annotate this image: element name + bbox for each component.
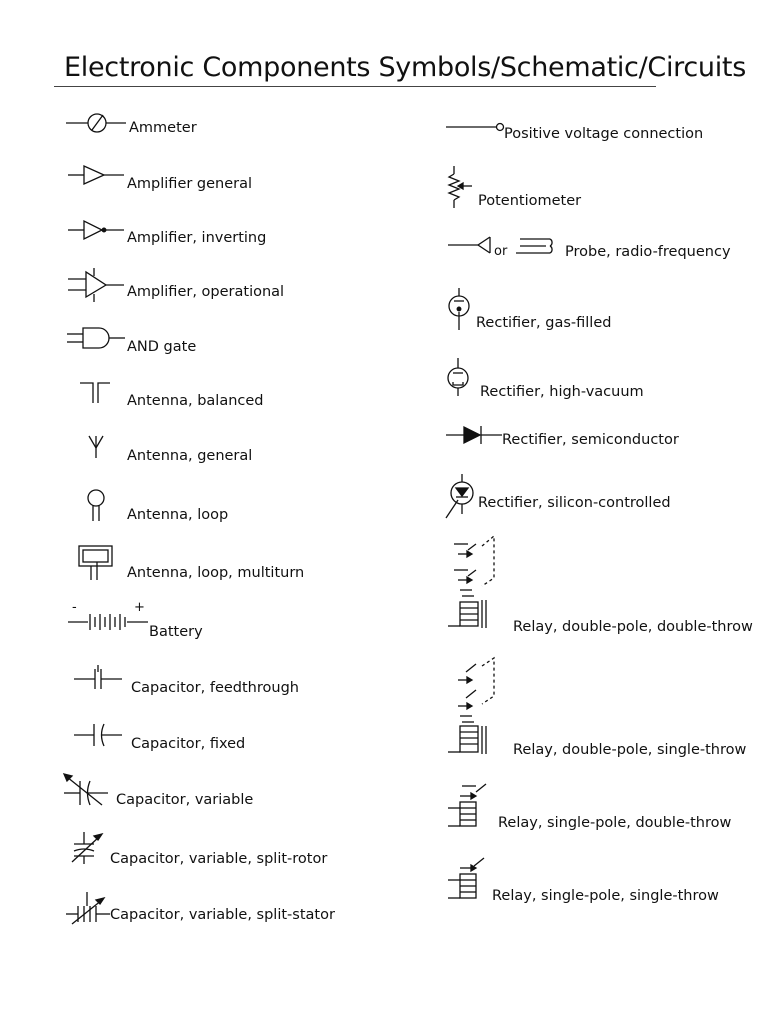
- multiturn-loop-antenna-symbol-icon: [78, 545, 114, 581]
- component-label-positive-voltage: Positive voltage connection: [504, 126, 704, 142]
- component-label-amplifier-general: Amplifier general: [127, 176, 253, 192]
- gas-rectifier-symbol-icon: [446, 288, 474, 332]
- op-amp-symbol-icon: [68, 268, 126, 302]
- spdt-relay-symbol-icon: [446, 778, 498, 830]
- component-label-capacitor-variable-split-stator: Capacitor, variable, split-stator: [110, 907, 335, 923]
- rf-probe-alt-symbol-icon: [516, 235, 562, 257]
- dpst-relay-symbol-icon: [446, 656, 504, 756]
- component-label-relay-dpst: Relay, double-pole, single-throw: [513, 742, 747, 758]
- balanced-antenna-symbol-icon: [80, 382, 112, 404]
- component-label-relay-spst: Relay, single-pole, single-throw: [492, 888, 719, 904]
- component-label-rectifier-semiconductor: Rectifier, semiconductor: [502, 432, 679, 448]
- component-label-probe-rf: Probe, radio-frequency: [565, 244, 731, 260]
- component-label-potentiometer: Potentiometer: [478, 193, 582, 209]
- component-label-amplifier-operational: Amplifier, operational: [127, 284, 285, 300]
- antenna-symbol-icon: [88, 435, 104, 459]
- component-label-amplifier-inverting: Amplifier, inverting: [127, 230, 267, 246]
- page-title: Electronic Components Symbols/Schematic/Circuits: [64, 52, 746, 83]
- variable-capacitor-symbol-icon: [62, 773, 110, 807]
- component-label-antenna-general: Antenna, general: [127, 448, 253, 464]
- battery-plus-sign: +: [134, 600, 145, 615]
- inverting-amplifier-symbol-icon: [68, 218, 126, 242]
- component-label-antenna-loop-multiturn: Antenna, loop, multiturn: [127, 565, 305, 581]
- component-label-relay-spdt: Relay, single-pole, double-throw: [498, 815, 732, 831]
- component-label-antenna-balanced: Antenna, balanced: [127, 393, 264, 409]
- positive-voltage-symbol-icon: [446, 120, 506, 134]
- probe-or-text: or: [494, 244, 508, 259]
- dpdt-relay-symbol-icon: [446, 532, 504, 632]
- ammeter-symbol-icon: [66, 110, 128, 136]
- component-label-and-gate: AND gate: [127, 339, 197, 355]
- component-label-rectifier-high-vacuum: Rectifier, high-vacuum: [480, 384, 644, 400]
- fixed-capacitor-symbol-icon: [74, 721, 124, 749]
- title-underline: [54, 86, 656, 87]
- diode-symbol-icon: [446, 424, 504, 446]
- loop-antenna-symbol-icon: [85, 488, 107, 522]
- scr-symbol-icon: [444, 474, 478, 522]
- split-stator-capacitor-symbol-icon: [66, 890, 112, 926]
- component-label-rectifier-silicon-controlled: Rectifier, silicon-controlled: [478, 495, 671, 511]
- and-gate-symbol-icon: [67, 326, 127, 350]
- battery-minus-sign: -: [72, 600, 77, 615]
- feedthrough-capacitor-symbol-icon: [74, 665, 124, 693]
- spst-relay-symbol-icon: [446, 852, 498, 902]
- amplifier-symbol-icon: [68, 163, 126, 187]
- component-label-rectifier-gas-filled: Rectifier, gas-filled: [476, 315, 612, 331]
- potentiometer-symbol-icon: [446, 166, 474, 210]
- split-rotor-capacitor-symbol-icon: [70, 830, 112, 866]
- component-label-relay-dpdt: Relay, double-pole, double-throw: [513, 619, 753, 635]
- component-label-ammeter: Ammeter: [129, 120, 197, 136]
- vacuum-rectifier-symbol-icon: [446, 358, 472, 398]
- component-label-capacitor-variable: Capacitor, variable: [116, 792, 254, 808]
- component-label-capacitor-variable-split-rotor: Capacitor, variable, split-rotor: [110, 851, 328, 867]
- component-label-antenna-loop: Antenna, loop: [127, 507, 229, 523]
- component-label-capacitor-fixed: Capacitor, fixed: [131, 736, 246, 752]
- rf-probe-symbol-icon: [448, 235, 492, 255]
- component-label-battery: Battery: [149, 624, 203, 640]
- component-label-capacitor-feedthrough: Capacitor, feedthrough: [131, 680, 299, 696]
